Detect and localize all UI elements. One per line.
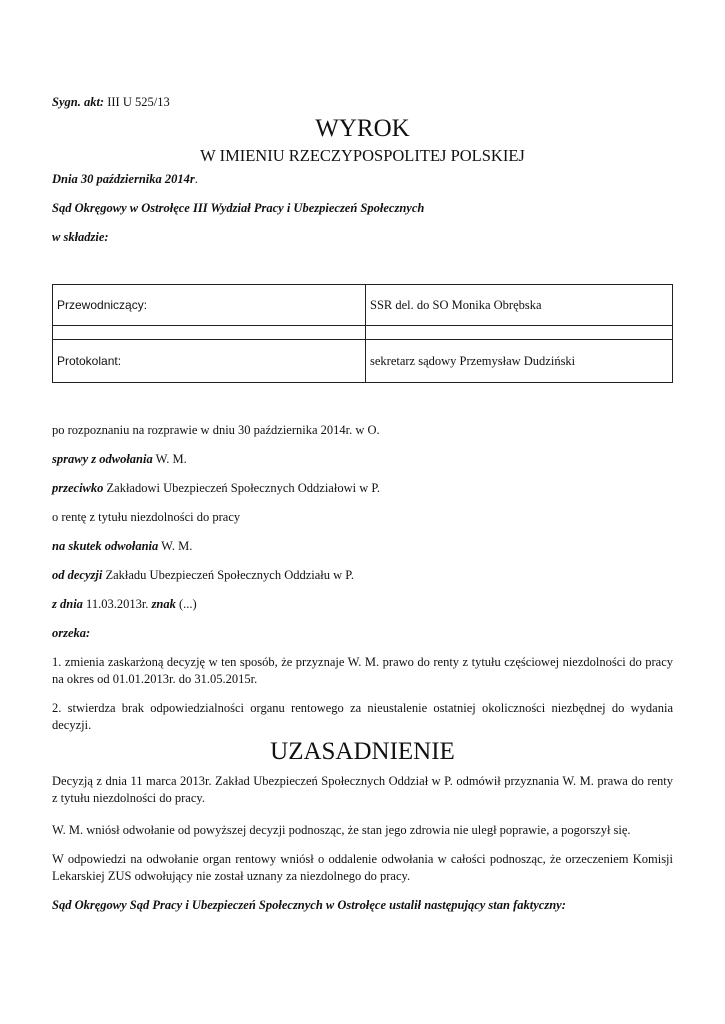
subject-line: o rentę z tytułu niezdolności do pracy: [52, 510, 241, 524]
against-line: [52, 480, 380, 496]
against-value: Zakładowi Ubezpieczeń Społecznych Oddziałowi w P.: [103, 481, 381, 495]
signature-value: III U 525/13: [107, 95, 170, 109]
justification-paragraph-2: W. M. wniósł odwołanie od powyższej decyzji podnosząc, że stan jego zdrowia nie uległ poprawie, a pogorszył się.: [52, 823, 631, 837]
person-cell: sekretarz sądowy Przemysław Dudziński: [366, 340, 673, 383]
judgment-date-text: Dnia 30 października 2014r: [52, 172, 195, 186]
role-cell: Protokolant:: [53, 340, 366, 383]
appeal-label: sprawy z odwołania: [52, 452, 153, 466]
decision-label: od decyzji: [52, 568, 103, 582]
decision-value: Zakładu Ubezpieczeń Społecznych Oddziału w P.: [102, 568, 354, 582]
table-row: [53, 285, 673, 326]
justification-heading: UZASADNIENIE: [270, 738, 455, 765]
justification-paragraph-4: Sąd Okręgowy Sąd Pracy i Ubezpieczeń Społecznych w Ostrołęce ustalił następujący stan faktyczny:: [52, 898, 566, 912]
ruling-point-2: 2. stwierdza brak odpowiedzialności organu rentowego za nieustalenie ostatniej okoliczności niezbędnej do wydania decyzji.: [52, 701, 673, 732]
against-label: przeciwko: [52, 481, 104, 495]
role-cell: [53, 326, 366, 340]
signature-label: Sygn. akt:: [52, 95, 105, 109]
due-value: W. M.: [158, 539, 193, 553]
sign-value: (...): [175, 597, 197, 611]
composition-label: w składzie:: [52, 230, 109, 244]
sign-label: znak: [151, 597, 176, 611]
judgment-date: [52, 171, 198, 187]
ruling-point-1: 1. zmienia zaskarżoną decyzję w ten sposób, że przyznaje W. M. prawo do renty z tytułu częściowej niezdolności do pracy na okres od 01.01.2013r. do 31.05.2015r.: [52, 655, 673, 686]
justification-paragraph-3: W odpowiedzi na odwołanie organ rentowy wniósł o oddalenie odwołania w całości podnosząc, że orzeczeniem Komisji Lekarskiej ZUS odwołujący nie został uznany za niezdolnego do pracy.: [52, 852, 673, 883]
justification-paragraph-1: Decyzją z dnia 11 marca 2013r. Zakład Ubezpieczeń Społecznych Oddział w P. odmówił przyznania W. M. prawa do renty z tytułu niezdolności do pracy.: [52, 774, 673, 805]
date-value: 11.03.2013r.: [82, 597, 152, 611]
table-row: [53, 340, 673, 383]
appeal-value: W. M.: [152, 452, 187, 466]
appeal-line: [52, 451, 187, 467]
case-signature: [52, 94, 170, 110]
table-row: [53, 326, 673, 340]
due-to-appeal-line: [52, 538, 192, 554]
document-subtitle: W IMIENIU RZECZYPOSPOLITEJ POLSKIEJ: [200, 146, 525, 165]
decision-date-line: [52, 596, 197, 612]
composition-table: [52, 284, 673, 383]
person-cell: [366, 326, 673, 340]
hearing-line: po rozpoznaniu na rozprawie w dniu 30 października 2014r. w O.: [52, 423, 380, 437]
document-title: WYROK: [315, 115, 410, 142]
judgment-date-dot: .: [194, 172, 198, 186]
decision-line: [52, 567, 354, 583]
role-cell: Przewodniczący:: [53, 285, 366, 326]
date-label: z dnia: [52, 597, 83, 611]
court-name: Sąd Okręgowy w Ostrołęce III Wydział Pracy i Ubezpieczeń Społecznych: [52, 201, 425, 215]
due-label: na skutek odwołania: [52, 539, 159, 553]
rules-label: orzeka:: [52, 626, 91, 640]
person-cell: SSR del. do SO Monika Obrębska: [366, 285, 673, 326]
